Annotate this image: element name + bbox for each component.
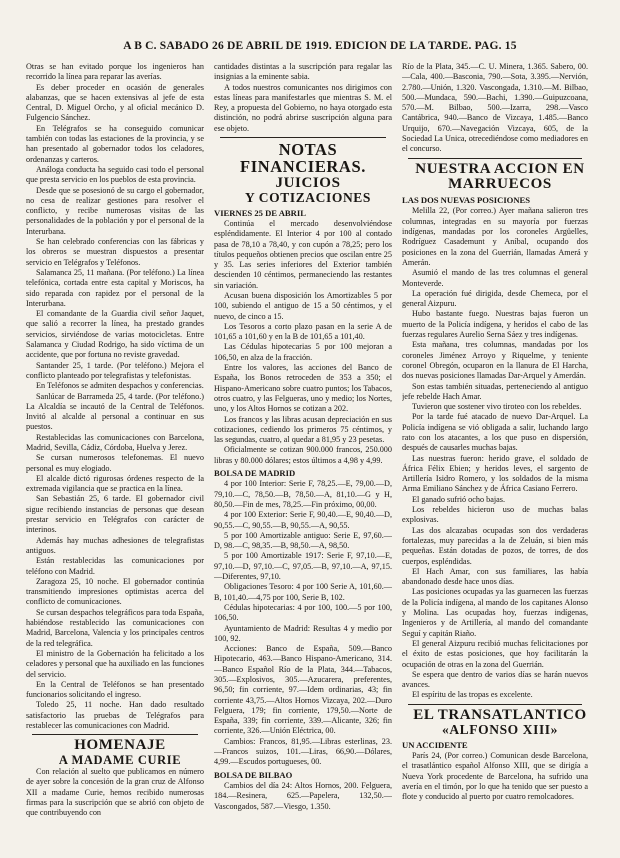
dispatch-toledo: Toledo 25, 11 noche. Han dado resultado satisfactorio las pruebas de Telégrafos para restablecer las comunicaciones con Madrid. [26,700,204,730]
article-paragraph: Restablecidas las comunicaciones con Barcelona, Madrid, Sevilla, Cádiz, Córdoba, Huelva y Jerez. [26,432,204,452]
quote-paragraph: Cambios del día 24: Altos Hornos, 200. Felguera, 184.—Resinera, 625.—Papelera, 132,50.—Vascongados, 587.—Viesgo, 1.350. [214,780,392,811]
article-paragraph: El ministro de la Gobernación ha felicitado a los celadores y personal que ha auxiliado en las funciones del servicio. [26,648,204,679]
article-paragraph: Se cursan numerosos telefonemas. El nuevo personal es muy elogiado. [26,453,204,473]
article-paragraph: Las dos alcazabas ocupadas son dos verdaderas fortalezas, muy parecidas a la de Zeluán, si bien más pequeñas. Están dotadas de pozos, de torres, de dos cuerpos, espléndidas. [402,525,588,566]
running-head: A B C. SABADO 26 DE ABRIL DE 1919. EDICION DE LA TARDE. PAG. 15 [123,40,517,52]
article-paragraph: Hubo bastante fuego. Nuestras bajas fueron un muerto de la Policía indígena, y heridos el cabo de las fuerzas regulares Aurelio Serna Sáez y tres indígenas. [402,309,588,340]
article-paragraph: Análoga conducta ha seguido casi todo el personal que presta servicio en los pueblos de esta provincia. [26,164,204,185]
article-paragraph: La operación fué dirigida, desde Chemeca, por el general Aizpuru. [402,288,588,309]
column-1 [26,62,204,852]
column-3 [402,62,588,852]
article-paragraph: Es deber proceder en ocasión de generales alabanzas, que se hacen extensivas al jefe de esta Central, D. Miguel Orcho, y al oficial mecánico D. Fulgencio Sánchez. [26,82,204,123]
article-paragraph: Acusan buena disposición los Amortizables 5 por 100, subiendo el antiguo de 15 a 50 céntimos, y el nuevo, de cinco a 15. [214,291,392,321]
article-paragraph: El comandante de la Guardia civil señor Jaquet, que salió a recorrer la línea, ha prestado grandes servicios, sirviéndose de varias motocicletas. Entre Salamanca y Ciudad Rodrigo, ha sido víctima de un accidente, que por fortuna no reviste gravedad. [26,309,204,360]
article-paragraph: El general Aizpuru recibió muchas felicitaciones por el éxito de estas posiciones, que hoy facilitarán la ocupación de otras en la zona del Guerrián. [402,638,588,669]
quote-paragraph: Río de la Plata, 345.—C. U. Minera, 1.365. Sabero, 00.—Cala, 400.—Basconia, 790.—Sota, 3.395.—Nervión, 2.780.—Unión, 1.320. Vascongada, 1.310.—M. Bilbao, 500.—Mundaca, 590.—Bachi, 1.390.—Guipuzcoana, 570.—M. Bilbao, 500.—Izarra, 298.—Vasco Cantábrica, 940.—Banco de Vizcaya, 1.485.—Banco Urquijo, 670.—Navegación Vizcaya, 605, de la Sociedad La Unica, otrecediéndose como mediadores en el concurso. [402,62,588,154]
article-paragraph: A todos nuestros comunicantes nos dirigimos con estas líneas para manifestarles que mientras S. M. el Rey, a propuesta del Gobierno, no haya otorgado esta distinción, no podrá abrirse suscripción alguna para ese objeto. [214,82,392,133]
headline-marruecos: MARRUECOS [448,176,552,193]
article-paragraph: El Hach Amar, con sus familiares, las había abandonado desde hace unos días. [402,566,588,587]
article-paragraph: Los francos y las libras acusan depreciación en sus cotizaciones, cediendo los primeros 75 céntimos, y las segundas, cuatro, al quedar a 81,95 y 23 pesetas. [214,414,392,445]
headline-alfonso-xiii: «ALFONSO XIII» [441,722,559,738]
dispatch-santander: Santander 25, 1 tarde. (Por teléfono.) Mejora el conflicto planteado por telegrafistas y telefonistas. [26,360,204,380]
dispatch-sanlucar: Sanlúcar de Barrameda 25, 4 tarde. (Por teléfono.) La Alcaldía se incautó de la Central de Teléfonos. Invitó al alcalde al personal a continuar en sus puestos. [26,391,204,432]
dispatch-zaragoza: Zaragoza 25, 10 noche. El gobernador continúa transmitiendo impresiones optimistas acerca del conflicto de comunicaciones. [26,576,204,607]
article-paragraph: En Teléfonos se admiten despachos y conferencias. [36,381,204,391]
dateline: VIERNES 25 DE ABRIL [214,207,306,218]
quote-paragraph: 5 por 100 Amortizable antiguo: Serie E, 97,60.—D, 98.—C, 98,35.—B, 98,50.—A, 98,50. [214,530,392,551]
article-paragraph: El ganado sufrió ocho bajas. [412,494,505,504]
quote-paragraph: 4 por 100 Exterior: Serie F, 90,40.—E, 90,40.—D, 90,55.—C, 90,55.—B, 90,55.—A, 90,55. [214,510,392,530]
dispatch-san-sebastian: San Sebastián 25, 6 tarde. El gobernador civil sigue recibiendo instancias de personas que desean prestar servicio en Telégrafos con carácter de interinos. [26,494,204,535]
subhead-bolsa-bilbao: BOLSA DE BILBAO [214,769,293,780]
article-paragraph: Los rebeldes hicieron uso de muchas balas explosivas. [402,505,588,525]
article-paragraph: Esta mañana, tres columnas, mandadas por los coroneles Jiménez Arroyo y Riquelme, y teniente coronel Obregón, ocuparon en la llanura de El Harcha, dos nuevas posiciones llamadas Dar-Arquel y Amerdán. [402,340,588,381]
article-paragraph: Se han celebrado conferencias con las fábricas y los obreros se muestran dispuestos a presentar servicio en Telégrafos y Teléfonos. [26,237,204,267]
article-paragraph: Tuvieron que sostener vivo tiroteo con los rebeldes. [412,402,582,412]
headline-notas-financieras: NOTAS FINANCIERAS. [240,140,366,177]
article-paragraph: Las posiciones ocupadas ya las guarnecen las fuerzas de la Policía indígena, al mando de los capitanes Alonso y Molina. Las ocupadas hoy, fuerzas indígenas, Ingenieros y de Artillería, al mando del comandante Seguí y capitán Riaño. [402,587,588,638]
headline-cotizaciones: Y COTIZACIONES [244,190,372,206]
section-divider [32,734,198,735]
article-paragraph: Los Tesoros a corto plazo pasan en la serie A de 101,65 a 101,60 y en la B de 101,65 a 101,40. [214,321,392,342]
article-paragraph: En Telégrafos se ha conseguido comunicar también con todas las estaciones de la provincia, y se han presentado al gobernador todos los celadores, ordenanzas y carteros. [26,123,204,164]
dispatch-melilla: Melilla 22, (Por correo.) Ayer mañana salieron tres columnas, integradas en su mayoría por fuerzas indígenas, mandadas por los coroneles Argüelles, Rodríguez Casademunt y Aníbal, ocupando dos posiciones en la zona del Guerrián, llamadas Amerá y Amerán. [402,206,588,267]
article-paragraph: Están restablecidas las comunicaciones por teléfono con Madrid. [26,556,204,576]
quote-paragraph: Cédulas hipotecarias: 4 por 100, 100.—5 por 100, 106,50. [214,602,392,623]
headline-homenaje: HOMENAJE [74,737,166,754]
headline-madame-curie: A MADAME CURIE [58,753,182,768]
quote-paragraph: 4 por 100 Interior: Serie F, 78,25.—E, 79,00.—D, 79,10.—C, 78,50.—B, 78,50.—A, 81,10.—G y H, 80,50.—Fin de mes, 78,25.—Fin próximo, 00,00. [214,479,392,509]
section-divider [220,137,386,138]
headline-nuestra-accion: NUESTRA ACCION EN [415,160,585,177]
quote-paragraph: Acciones: Banco de España, 509.—Banco Hipotecario, 463.—Banco Hispano-Americano, 314.—Banco Español Río de la Plata, 344.—Tabacos, 305.—Explosivos, 305.—Azucarera, preferentes, 96,50; fin corriente, 97.—Idem ordinarias, 43; fin corriente 43,75.—Altos Hornos Vizcaya, 202.—Duro Felguera, 179; fin corriente, 179,50.—Norte de España, 339; fin corriente, 339.—Alicante, 326; fin corriente, 326.—Unión Eléctrica, 00. [214,644,392,736]
article-paragraph: Desde que se posesionó de su cargo el gobernador, no cesa de realizar gestiones para resolver el conflicto, y recibe numerosas visitas de las personalidades de la población y por el personal de la Interurbana. [26,185,204,236]
article-paragraph: Por la tarde fué atacado de nuevo Dar-Arquel. La Policía indígena se vió obligada a salir, luchando largo rato con los atacantes, a los que puso en dispersión, después de causarles muchas bajas. [402,412,588,453]
column-2 [214,62,392,852]
article-paragraph: En la Central de Teléfonos se han presentado funcionarios solicitando el ingreso. [26,679,204,700]
headline-transatlantico: EL TRANSATLANTICO [413,706,587,723]
article-paragraph: Además hay muchas adhesiones de telegrafistas antiguos. [26,535,204,555]
article-paragraph: Otras se han evitado porque los ingenieros han recorrido la línea para reparar las averías. [26,62,204,82]
section-divider [408,704,582,705]
subhead-posiciones: LAS DOS NUEVAS POSICIONES [402,195,531,206]
article-paragraph: Asumió el mando de las tres columnas el general Monteverde. [402,268,588,288]
dispatch-paris: París 24, (Por correo.) Comunican desde Barcelona, el trasatlántico español Alfonso XIII, que se dirigía a Nueva York procedente de Barcelona, ha sufrido una avería en el timón, por lo que ha tenido que ser puesto a flote y conducido al puerto por cuatro remolcadores. [402,750,588,802]
article-paragraph: El alcalde dictó rigurosas órdenes respecto de la extremada vigilancia que se practica en la línea. [26,473,204,494]
article-paragraph: Las Cédulas hipotecarias 5 por 100 mejoran a 106,50, en alza de la fracción. [214,342,392,362]
article-paragraph: Se cursan despachos telegráficos para toda España, habiéndose restablecido las comunicaciones con Madrid, Barcelona, Valencia y los principales centros de la red telegráfica. [26,607,204,648]
article-paragraph: Con relación al suelto que publicamos en número de ayer sobre la concesión de la gran cruz de Alfonso XII a madame Curie, hemos recibido numerosas firmas para la suscripción que se abrió con objeto de que contribuyendo con [26,767,204,818]
subhead-accidente: UN ACCIDENTE [402,739,468,750]
quote-paragraph: Ayuntamiento de Madrid: Resultas 4 y medio por 100, 92. [214,623,392,643]
dispatch-salamanca: Salamanca 25, 11 mañana. (Por teléfono.) La línea telefónica, cortada entre esta capital y Moriscos, ha sido reparada con rapidez por el personal de la Interurbana. [26,267,204,308]
quote-paragraph: 5 por 100 Amortizable 1917: Serie F, 97,10.—E, 97,10.—D, 97,10.—C, 97,05.—B, 97,10.—A, 97,15.—Diferentes, 97,10. [214,551,392,582]
article-paragraph: Son estas también situadas, perteneciendo al antiguo jefe rebelde Hach Amar. [402,381,588,401]
section-divider [408,158,582,159]
quote-paragraph: Cambios: Francos, 81,95.—Libras esterlinas, 23.—Francos suizos, 101.—Liras, 66,90.—Dólares, 4,99.—Escudos portugueses, 00. [214,736,392,767]
article-paragraph: Continúa el mercado desenvolviéndose espléndidamente. El Interior 4 por 100 al contado pasa de 78,10 a 78,40, y con cupón a 78,25; pero los títulos pequeños obtienen precios que oscilan entre 25 y 35. Las series inferiores del Exterior también descienden 10 céntimos, permaneciendo las restantes sin variación. [214,218,392,290]
article-paragraph: Oficialmente se cotizan 900.000 francos, 250.000 libras y 80.000 dólares; estos últimos a 4,98 y 4,99. [214,445,392,465]
article-paragraph: Entre los valores, las acciones del Banco de España, los Bonos retroceden de 353 a 350; el Hispano-Americano sobre cuatro puntos; los Tabacos, otros cuatro, y las Felgueras, uno y medio; los Nortes, uno, y los Altos Hornos se cotizan a 202. [214,363,392,414]
article-paragraph: Se espera que dentro de varios días se harán nuevos avances. [402,669,588,690]
article-paragraph: cantidades distintas a la suscripción para regalar las insignias a la eminente sabia. [214,62,392,82]
subhead-bolsa-madrid: BOLSA DE MADRID [214,468,296,479]
article-paragraph: Las nuestras fueron: herido grave, el soldado de África Félix Ebien; y heridos leves, el sargento de Artillería Isidro Romero, y los soldados de la misma Arma Emiliano Sánchez y de África Casiano Ferrero. [402,453,588,494]
headline-juicios: JUICIOS [275,174,341,191]
quote-paragraph: Obligaciones Tesoro: 4 por 100 Serie A, 101,60.—B, 101,40.—4,75 por 100, Serie B, 102. [214,582,392,602]
article-paragraph: El espíritu de las tropas es excelente. [412,690,533,700]
